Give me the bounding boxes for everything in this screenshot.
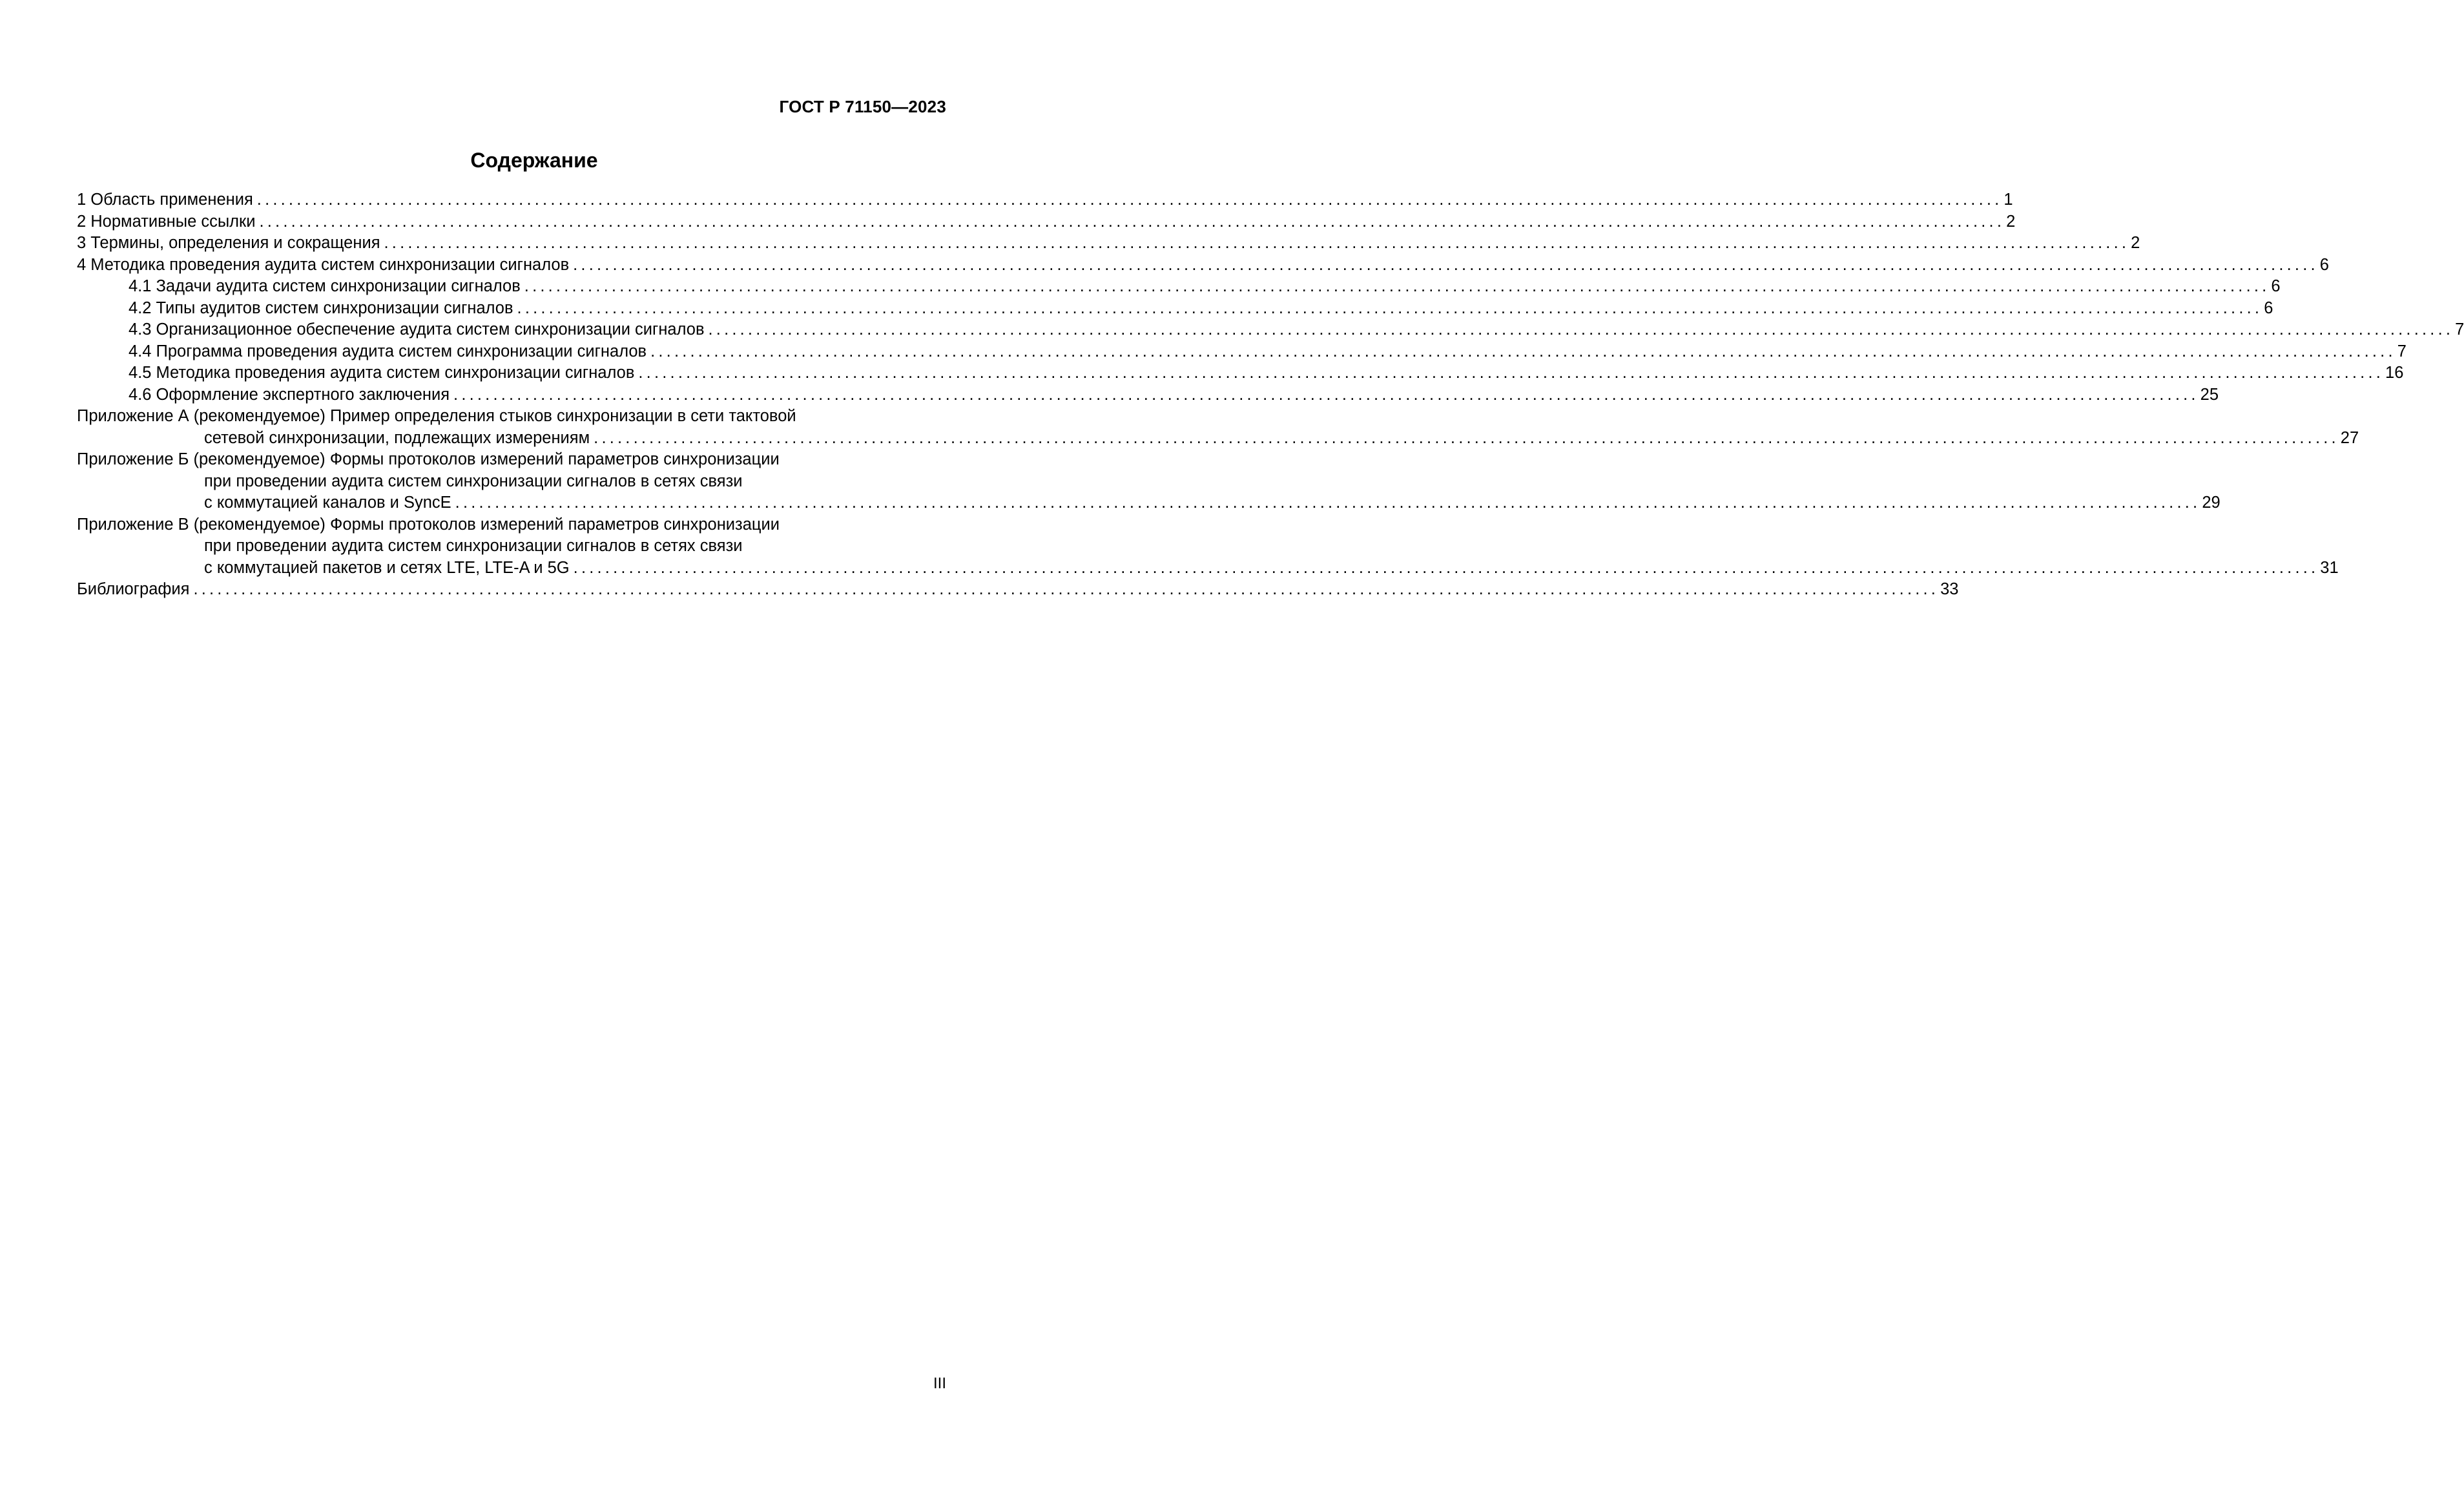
toc-entry-4-3[interactable] xyxy=(77,319,2464,341)
toc-leader: ............................................................................................................................................................................................................................ xyxy=(193,580,1940,598)
toc-entry-text: Приложение В (рекомендуемое) Формы протоколов измерений параметров синхронизации xyxy=(77,515,780,534)
page-number: III xyxy=(933,1375,946,1392)
toc-entry-appendix-b[interactable] xyxy=(77,449,2221,514)
toc-entry-text: с коммутацией каналов и SyncE xyxy=(204,494,451,512)
toc-leader: ............................................................................................................................................................................................................................ xyxy=(256,191,2003,209)
toc-entry-page: 2 xyxy=(2006,212,2016,231)
toc-entry-page: 33 xyxy=(1940,580,1959,598)
toc-leader: ............................................................................................................................................................................................................................ xyxy=(573,558,2319,577)
toc-entry-page: 29 xyxy=(2202,494,2221,512)
toc-entry-page: 7 xyxy=(2397,342,2407,360)
toc-entry-normative-references[interactable] xyxy=(77,211,2016,233)
toc-title: Содержание xyxy=(470,149,598,172)
toc-entry-4-1[interactable] xyxy=(77,276,2281,298)
toc-entry-appendix-a[interactable] xyxy=(77,406,2359,449)
toc-leader: ............................................................................................................................................................................................................................ xyxy=(594,428,2339,447)
toc-entry-text: 2 Нормативные ссылки xyxy=(77,212,256,231)
toc-entry-text: Приложение А (рекомендуемое) Пример определения стыков синхронизации в сети тактовой xyxy=(77,407,796,425)
toc-entry-page: 31 xyxy=(2320,558,2339,577)
toc-entry-text: 1 Область применения xyxy=(77,191,253,209)
toc-entry-text: Приложение Б (рекомендуемое) Формы протоколов измерений параметров синхронизации xyxy=(77,450,780,468)
table-of-contents xyxy=(77,189,2464,601)
toc-entry-bibliography[interactable] xyxy=(77,579,1959,601)
toc-entry-page: 16 xyxy=(2385,364,2404,382)
toc-entry-text: 4 Методика проведения аудита систем синхронизации сигналов xyxy=(77,255,570,274)
toc-entry-page: 6 xyxy=(2271,277,2281,295)
toc-leader: ............................................................................................................................................................................................................................ xyxy=(708,320,2454,339)
toc-entry-text: 4.4 Программа проведения аудита систем синхронизации сигналов xyxy=(129,342,647,360)
toc-leader: ............................................................................................................................................................................................................................ xyxy=(384,234,2130,252)
toc-entry-page: 7 xyxy=(2455,320,2464,339)
toc-leader: ............................................................................................................................................................................................................................ xyxy=(650,342,2396,360)
toc-entry-text: 3 Термины, определения и сокращения xyxy=(77,234,380,252)
toc-leader: ............................................................................................................................................................................................................................ xyxy=(455,494,2201,512)
toc-entry-4-5[interactable] xyxy=(77,362,2404,384)
toc-entry-appendix-v[interactable] xyxy=(77,514,2339,579)
toc-leader: ............................................................................................................................................................................................................................ xyxy=(517,298,2263,317)
toc-entry-methodology[interactable] xyxy=(77,255,2329,276)
toc-entry-scope[interactable] xyxy=(77,189,2013,211)
toc-entry-text: Библиография xyxy=(77,580,190,598)
toc-entry-text: с коммутацией пакетов и сетях LTE, LTE-A и 5G xyxy=(204,558,570,577)
toc-entry-page: 6 xyxy=(2264,298,2273,317)
document-code: ГОСТ Р 71150—2023 xyxy=(779,97,946,116)
toc-leader: ............................................................................................................................................................................................................................ xyxy=(524,277,2270,295)
toc-leader: ............................................................................................................................................................................................................................ xyxy=(453,385,2199,404)
toc-leader: ............................................................................................................................................................................................................................ xyxy=(259,212,2005,231)
toc-entry-text: при проведении аудита систем синхронизации сигналов в сетях связи xyxy=(204,472,743,490)
toc-leader: ............................................................................................................................................................................................................................ xyxy=(573,255,2319,274)
toc-entry-page: 1 xyxy=(2003,191,2013,209)
toc-leader: ............................................................................................................................................................................................................................ xyxy=(638,364,2385,382)
toc-entry-4-6[interactable] xyxy=(77,384,2219,406)
toc-entry-text: 4.5 Методика проведения аудита систем синхронизации сигналов xyxy=(129,364,635,382)
toc-entry-page: 25 xyxy=(2200,385,2219,404)
toc-entry-text: 4.2 Типы аудитов систем синхронизации сигналов xyxy=(129,298,513,317)
toc-entry-page: 2 xyxy=(2131,234,2140,252)
toc-entry-page: 6 xyxy=(2319,255,2329,274)
toc-entry-text: сетевой синхронизации, подлежащих измерениям xyxy=(204,428,590,447)
toc-entry-text: при проведении аудита систем синхронизации сигналов в сетях связи xyxy=(204,537,743,555)
toc-entry-text: 4.1 Задачи аудита систем синхронизации сигналов xyxy=(129,277,521,295)
toc-entry-4-4[interactable] xyxy=(77,341,2407,363)
toc-entry-page: 27 xyxy=(2340,428,2359,447)
toc-entry-text: 4.6 Оформление экспертного заключения xyxy=(129,385,450,404)
toc-entry-4-2[interactable] xyxy=(77,298,2273,320)
toc-entry-text: 4.3 Организационное обеспечение аудита систем синхронизации сигналов xyxy=(129,320,705,339)
toc-entry-terms[interactable] xyxy=(77,233,2140,255)
